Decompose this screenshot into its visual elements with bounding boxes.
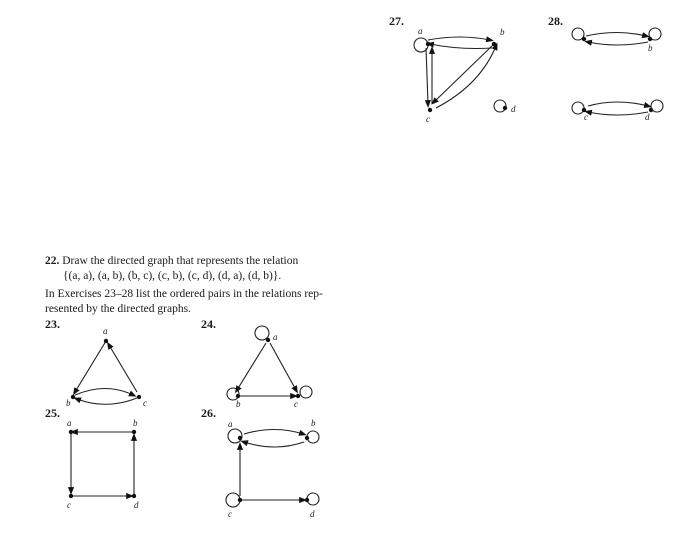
graph-25-label-b: b: [133, 418, 138, 428]
graph-28-label-b: b: [648, 43, 653, 53]
graph-26-label-d: d: [310, 509, 315, 519]
graph-24-node-c: [296, 394, 300, 398]
graph-28-edge-a-b: [586, 33, 646, 37]
graph-28-edge-d-c: [588, 112, 648, 115]
graph-23-label-a: a: [103, 326, 108, 336]
graph-26-node-b: [305, 436, 309, 440]
graph-24: [227, 326, 312, 409]
graph-25-node-a: [69, 430, 73, 434]
graph-25-node-d: [132, 494, 136, 498]
graph-26-label-c: c: [228, 509, 232, 519]
graph-23-label-b: b: [66, 398, 71, 408]
exercise-22-number: 22.: [45, 255, 60, 267]
graph-27-label-b: b: [500, 27, 505, 37]
graph-24-edge-a-b: [237, 343, 266, 390]
graph-28-node-a: [582, 37, 586, 41]
graph-23-edge-b-c: [75, 389, 133, 396]
graph-24-label-c: c: [294, 399, 298, 409]
graph-26-edge-b-a: [244, 442, 304, 447]
graph-28-edge-c-d: [588, 102, 648, 106]
graph-27-edge-b-c: [434, 44, 494, 102]
graph-25: [67, 418, 139, 510]
graph-26-label-a: a: [228, 419, 233, 429]
graph-24-loop-c: [300, 386, 312, 398]
graph-25-label-d: d: [134, 500, 139, 510]
graph-25-label-c: c: [67, 500, 71, 510]
graph-26-node-a: [238, 436, 242, 440]
graph-24-label-b: b: [236, 399, 241, 409]
graph-28-edge-b-a: [588, 42, 648, 45]
graph-24-edge-a-c: [270, 343, 296, 390]
graph-25-node-b: [132, 430, 136, 434]
graph-27-label-c: c: [426, 114, 430, 124]
graph-23-node-c: [137, 395, 141, 399]
exercise-26-number: 26.: [201, 406, 216, 420]
exercise-25-number: 25.: [45, 406, 60, 420]
graph-23-edge-c-b: [77, 398, 137, 404]
graph-25-node-c: [69, 494, 73, 498]
exercise-28-number: 28.: [548, 14, 563, 28]
graph-26-edge-a-b: [244, 430, 303, 435]
graph-23: [66, 326, 147, 408]
graph-26-node-c: [238, 498, 242, 502]
graph-27-label-a: a: [418, 26, 423, 36]
graph-27-edge-a-b: [428, 37, 490, 40]
instructions-line2: resented by the directed graphs.: [45, 303, 191, 315]
graph-23-edge-a-b: [75, 341, 106, 392]
exercise-22-relation: {(a, a), (a, b), (b, c), (c, b), (c, d), (d, a), (d, b)}.: [63, 270, 282, 282]
graph-28-loop-c: [572, 102, 584, 114]
graph-24-label-a: a: [273, 332, 278, 342]
exercise-24-number: 24.: [201, 317, 216, 331]
exercise-23-number: 23.: [45, 317, 60, 331]
graph-24-node-b: [236, 394, 240, 398]
graph-27-node-d: [503, 106, 507, 110]
graph-26-node-d: [305, 498, 309, 502]
graph-23-edge-c-a: [109, 345, 137, 392]
graph-27-label-d: d: [511, 104, 516, 114]
graph-25-label-a: a: [67, 418, 72, 428]
exercise-22-line1: Draw the directed graph that represents the relation: [62, 255, 299, 267]
instructions-line1: In Exercises 23–28 list the ordered pairs in the relations rep-: [45, 288, 323, 300]
graph-23-node-b: [71, 395, 75, 399]
graph-27-edge-b-a: [430, 44, 492, 49]
graph-24-node-a: [266, 338, 270, 342]
graph-28-label-c: c: [584, 112, 588, 122]
graph-28-node-b: [648, 37, 652, 41]
graph-27-node-c: [428, 108, 432, 112]
graph-27-edge-c-b: [436, 46, 496, 108]
graph-27-node-a: [426, 42, 430, 46]
graph-26-label-b: b: [311, 418, 316, 428]
graph-23-label-c: c: [143, 398, 147, 408]
graph-24-loop-a: [255, 326, 269, 340]
graph-27: [414, 26, 516, 124]
exercise-27-number: 27.: [389, 14, 404, 28]
graph-28: [572, 28, 663, 122]
graph-27-edge-a-c: [426, 48, 428, 104]
graph-28-label-d: d: [645, 112, 650, 122]
graph-23-node-a: [104, 339, 108, 343]
graph-27-node-b: [492, 42, 496, 46]
graph-26: [226, 418, 319, 519]
